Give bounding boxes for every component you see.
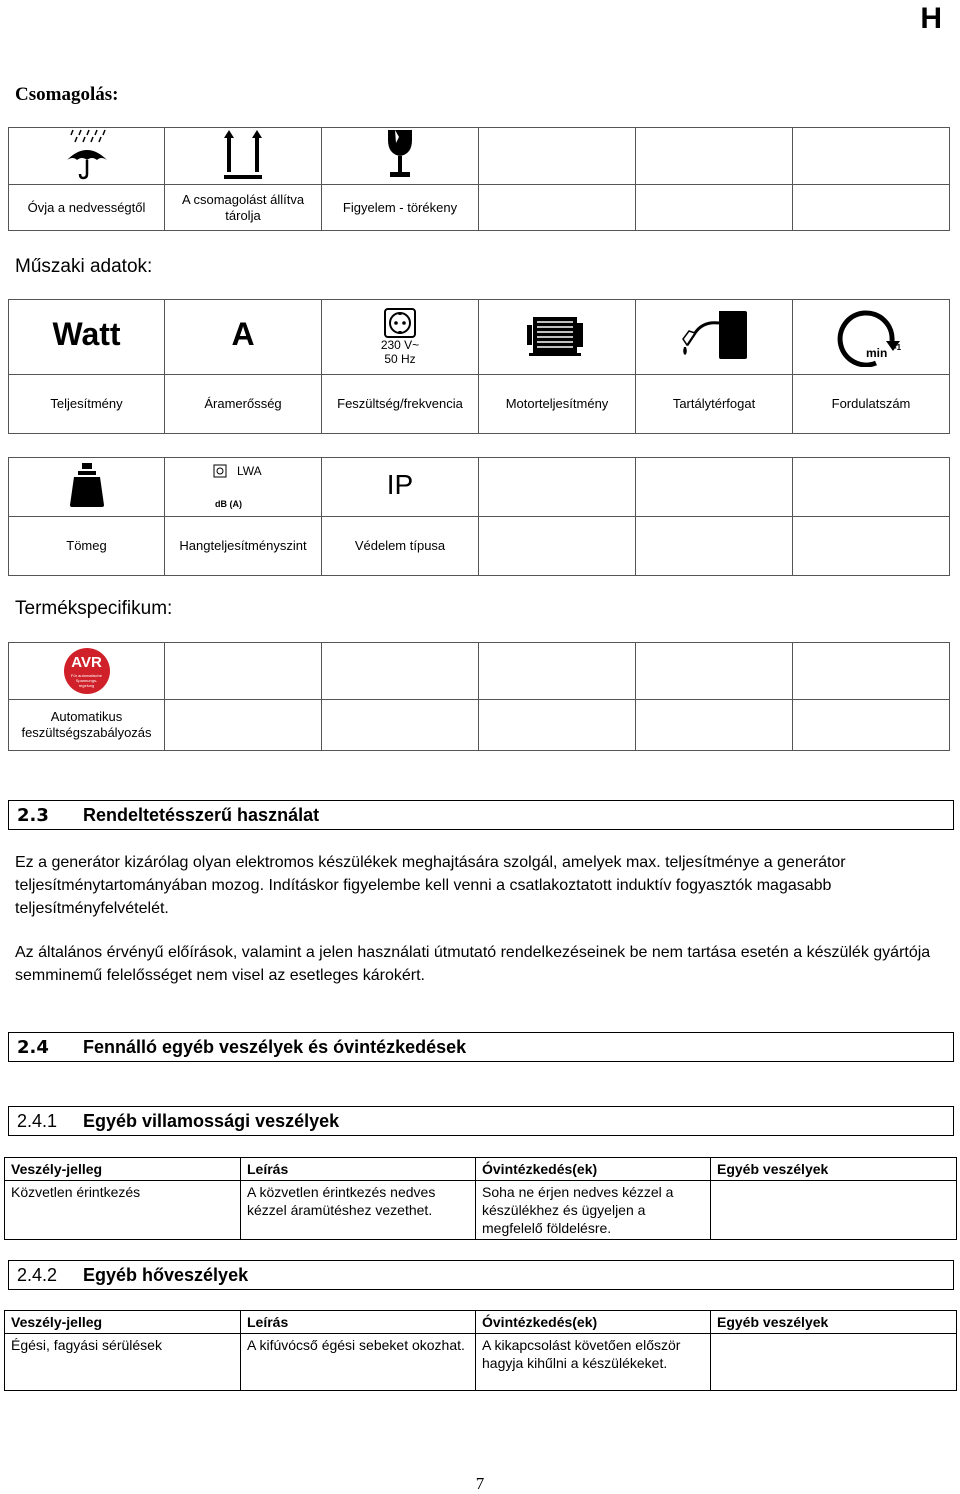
section-2-4-header: [8, 1032, 954, 1062]
fuel-tank-icon: [679, 309, 749, 361]
tech-title: Műszaki adatok:: [15, 256, 153, 277]
table-cell: A közvetlen érintkezés nedves kézzel áramütéshez vezethet.: [241, 1181, 476, 1240]
table-cell: Soha ne érjen nedves kézzel a készülékhez és ügyeljen a megfelelő földelésre.: [476, 1181, 711, 1240]
rpm-unit-text: min: [866, 346, 888, 360]
section-number: 2.4: [17, 1036, 49, 1058]
section-title: Fennálló egyéb veszélyek és óvintézkedések: [83, 1036, 467, 1057]
sound-icon: [213, 464, 227, 478]
product-label: Automatikus feszültségszabályozás: [9, 700, 165, 751]
tech-icon-cell: [793, 300, 950, 375]
table-header: Óvintézkedés(ek): [476, 1311, 711, 1334]
tech-label: Motorteljesítmény: [479, 375, 636, 434]
tech-label: Fordulatszám: [793, 375, 950, 434]
tech-icon-cell: [165, 458, 322, 517]
section-number: 2.4.2: [17, 1264, 58, 1285]
section-title: Egyéb villamossági veszélyek: [83, 1110, 340, 1131]
table-cell: Közvetlen érintkezés: [5, 1181, 241, 1240]
packaging-icon-cell: [322, 128, 479, 185]
product-icon-cell: [9, 643, 165, 700]
tech-label: Hangteljesítményszint: [165, 517, 322, 576]
table-header: Leírás: [241, 1158, 476, 1181]
section-title: Rendeltetésszerű használat: [83, 804, 320, 825]
language-marker: H: [920, 2, 942, 35]
section-title: Egyéb hőveszélyek: [83, 1264, 249, 1285]
amp-text: A: [231, 315, 255, 352]
table-cell: Égési, fagyási sérülések: [5, 1334, 241, 1391]
this-way-up-icon: [223, 128, 263, 180]
ip-text: IP: [386, 468, 414, 500]
weight-icon: [68, 461, 106, 509]
packaging-table: [8, 127, 950, 231]
table-row: [5, 1334, 957, 1391]
tech-label: Tartálytérfogat: [636, 375, 793, 434]
lwa-symbol: LWA: [237, 464, 262, 478]
tech-label: Teljesítmény: [9, 375, 165, 434]
section-2-4-2-header: [8, 1260, 954, 1290]
table-header: Veszély-jelleg: [5, 1158, 241, 1181]
table-cell: A kikapcsolást követően először hagyja kihűlni a készülékeket.: [476, 1334, 711, 1391]
packaging-label: Óvja a nedvességtől: [9, 185, 165, 231]
paragraph: Ez a generátor kizárólag olyan elektromos készülékek meghajtására szolgál, amelyek max. teljesítménye a generátor teljesítménytartományában mozog. Indításkor figyelembe kell venni a csatlakoztatott induktív fogyasztók magasabb teljesítményfelvételét.: [15, 854, 846, 917]
rpm-exponent-text: -1: [894, 343, 902, 352]
table-cell: A kifúvócső égési sebeket okozhat.: [241, 1334, 476, 1391]
umbrella-rain-icon: [63, 128, 111, 180]
section-2-4-1-header: [8, 1106, 954, 1136]
section-number: 2.4.1: [17, 1110, 58, 1131]
fragile-glass-icon: [385, 128, 415, 180]
packaging-title: Csomagolás:: [15, 84, 119, 105]
avr-text: AVR: [71, 654, 102, 671]
tech-label: Áramerősség: [165, 375, 322, 434]
tech-table-1: [8, 299, 950, 434]
watt-text: Watt: [52, 315, 121, 352]
tech-label: Védelem típusa: [322, 517, 479, 576]
page-number: 7: [475, 1474, 485, 1493]
tech-icon-cell: [636, 300, 793, 375]
tech-icon-cell: [9, 458, 165, 517]
tech-icon-cell: [165, 300, 322, 375]
tech-icon-cell: [479, 300, 636, 375]
table-header: Egyéb veszélyek: [711, 1311, 957, 1334]
packaging-icon-cell: [9, 128, 165, 185]
table-header: Egyéb veszélyek: [711, 1158, 957, 1181]
product-title: Termékspecifikum:: [15, 598, 173, 619]
table-header: Óvintézkedés(ek): [476, 1158, 711, 1181]
packaging-label: Figyelem - törékeny: [322, 185, 479, 231]
packaging-icon-cell: [165, 128, 322, 185]
tech-table-2: [8, 457, 950, 576]
table-row: [5, 1181, 957, 1240]
tech-icon-cell: [9, 300, 165, 375]
voltage-text: 230 V~: [380, 338, 420, 352]
tech-label: Tömeg: [9, 517, 165, 576]
table-cell: [711, 1181, 957, 1240]
thermal-hazards-table: [4, 1310, 957, 1391]
tech-label: Feszültség/frekvencia: [322, 375, 479, 434]
packaging-label: A csomagolást állítva tárolja: [165, 185, 322, 231]
frequency-text: 50 Hz: [384, 352, 416, 366]
lwa-unit: dB (A): [215, 499, 242, 509]
motor-icon: [527, 313, 587, 357]
avr-subtext: Für automatische Spannungs-regelung: [71, 673, 102, 688]
table-header: Leírás: [241, 1311, 476, 1334]
section-2-3-header: [8, 800, 954, 830]
table-header: Veszély-jelleg: [5, 1311, 241, 1334]
paragraph: Az általános érvényű előírások, valamint a jelen használati útmutató rendelkezéseinek be nem tartása esetén a készülék gyártója semminemű felelősséget nem visel az esetleges károkért.: [15, 944, 931, 984]
section-number: 2.3: [17, 804, 49, 826]
tech-icon-cell: [322, 458, 479, 517]
electrical-hazards-table: [4, 1157, 957, 1240]
power-socket-icon: [384, 308, 416, 338]
tech-icon-cell: [322, 300, 479, 375]
product-table: [8, 642, 950, 751]
table-cell: [711, 1334, 957, 1391]
